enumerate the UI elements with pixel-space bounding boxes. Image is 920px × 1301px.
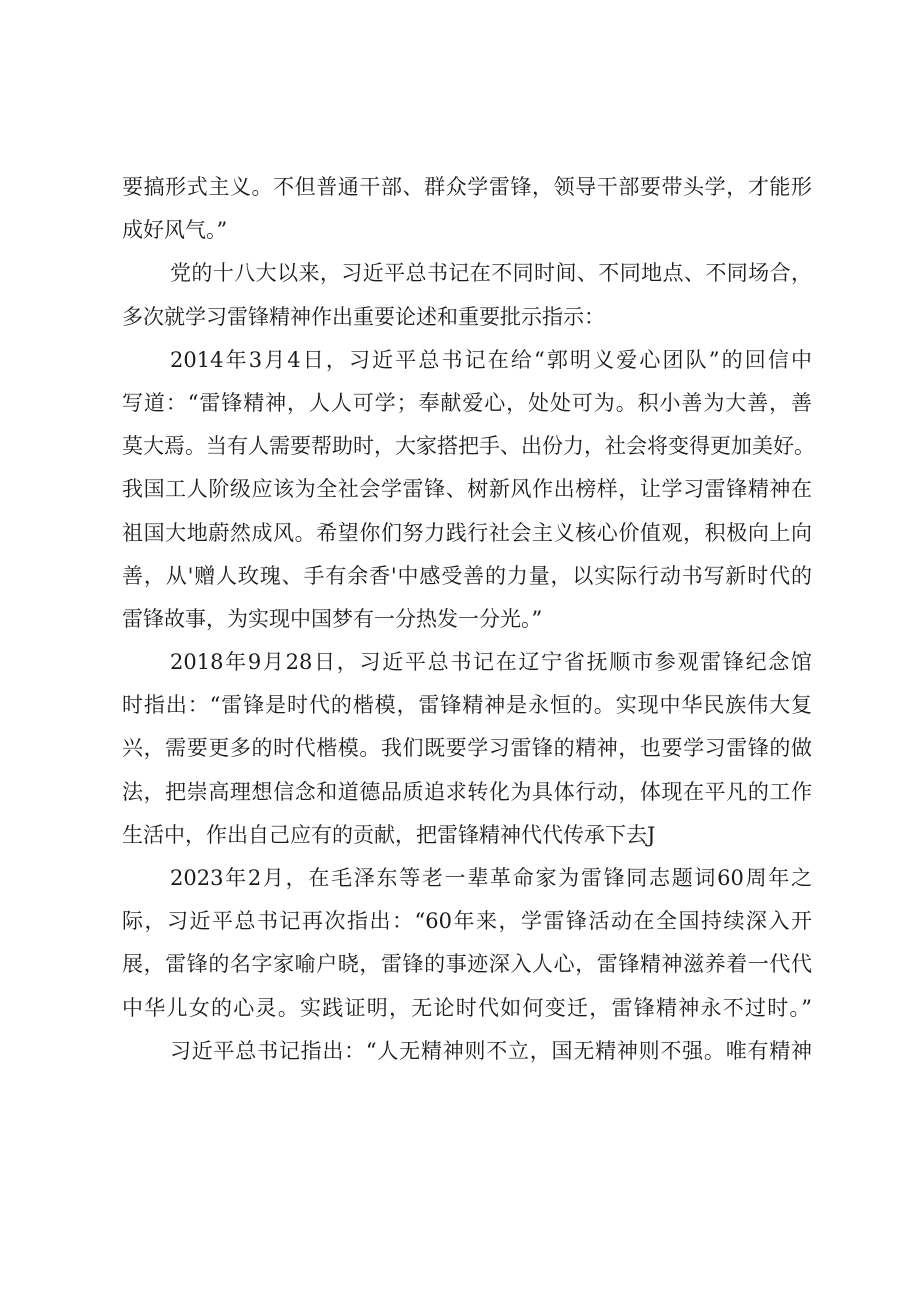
text-line: 生活中，作出自己应有的贡献，把雷锋精神代代传承下去J [122,822,656,847]
text-line: 法，把崇高理想信念和道德品质追求转化为具体行动，体现在平凡的工作 [122,779,812,804]
text-line: 善，从'赠人玫瑰、手有余香'中感受善的力量，以实际行动书写新时代的 [122,563,812,588]
text-line: 莫大焉。当有人需要帮助时，大家搭把手、出份力，社会将变得更加美好。 [122,434,815,459]
text-line: 2023年2月，在毛泽东等老一辈革命家为雷锋同志题词60周年之 [170,866,812,890]
text-line: 兴，需要更多的时代楷模。我们既要学习雷锋的精神，也要学习雷锋的做 [122,736,812,761]
text-line: 际，习近平总书记再次指出：“60年来，学雷锋活动在全国持续深入开 [122,909,812,934]
text-line: 时指出：“雷锋是时代的楷模，雷锋精神是永恒的。实现中华民族伟大复 [122,693,812,718]
text-line: 2014年3月4日，习近平总书记在给“郭明义爱心团队”的回信中 [170,347,812,372]
text-line: 雷锋故事，为实现中国梦有一分热发一分光。” [122,606,543,631]
text-line: 党的十八大以来，习近平总书记在不同时间、不同地点、不同场合， [170,261,812,286]
text-line: 写道：“雷锋精神，人人可学；奉献爱心，处处可为。积小善为大善，善 [122,390,812,415]
text-line: 要搞形式主义。不但普通干部、群众学雷锋，领导干部要带头学，才能形 [122,175,812,199]
document-body [122,166,815,1073]
text-line: 成好风气。” [122,218,228,243]
text-line: 祖国大地蔚然成风。希望你们努力践行社会主义核心价值观，积极向上向 [122,520,812,545]
text-line: 中华儿女的心灵。实践证明，无论时代如何变迁，雷锋精神永不过时。” [122,995,812,1020]
text-line: 习近平总书记指出：“人无精神则不立，国无精神则不强。唯有精神 [170,1038,812,1063]
text-line: 多次就学习雷锋精神作出重要论述和重要批示指示： [122,304,605,329]
text-line: 2018年9月28日，习近平总书记在辽宁省抚顺市参观雷锋纪念馆 [170,650,812,675]
text-line: 我国工人阶级应该为全社会学雷锋、树新风作出榜样，让学习雷锋精神在 [122,477,812,502]
text-line: 展，雷锋的名字家喻户晓，雷锋的事迹深入人心，雷锋精神滋养着一代代 [122,952,812,977]
